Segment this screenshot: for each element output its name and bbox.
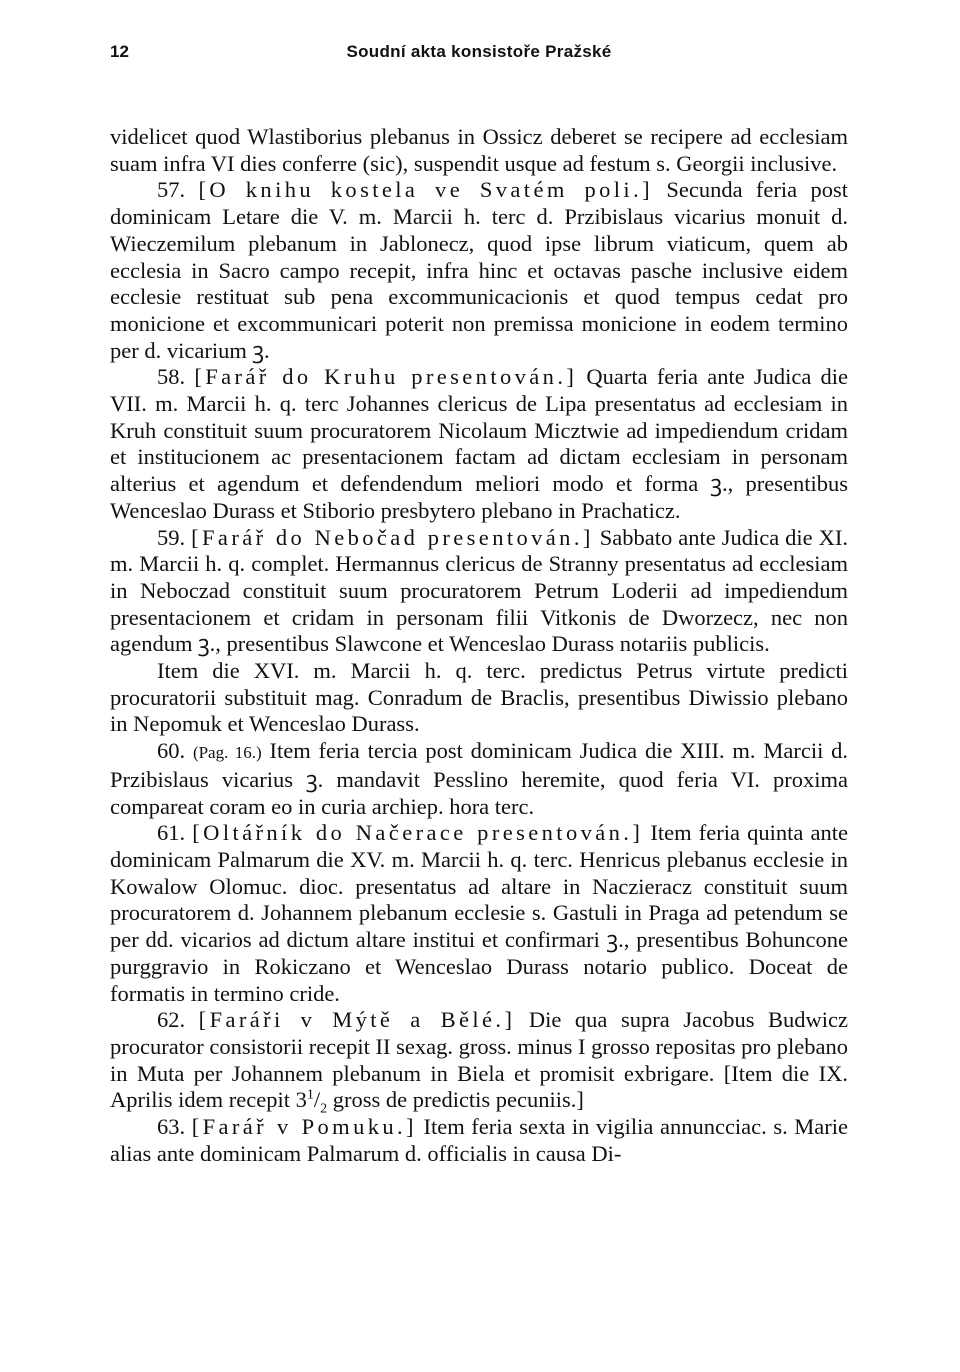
entry-number: 62. [157, 1007, 186, 1033]
entry-heading: [Farář do Nebočad presentován.] [191, 524, 594, 550]
entry-number: 58. [157, 364, 186, 390]
page-header [110, 32, 848, 62]
entry-61 [110, 820, 848, 1007]
page-reference: (Pag. 16.) [192, 743, 262, 763]
fraction-numerator: 1 [306, 1087, 314, 1103]
entry-number: 59. [157, 524, 186, 550]
entry-text: Item feria tercia post dominicam Judica die XIII. m. Marcii d. Przibislaus vicarius ꝫ. mandavit Pesslino heremite, quod feria VI. proxima compareat coram eo in curia archiep. hora terc. [110, 738, 849, 819]
entry-59 [110, 525, 848, 659]
entry-number: 63. [157, 1114, 186, 1140]
page-number: 12 [110, 42, 129, 61]
entry-number: 60. [157, 738, 186, 764]
entry-text: Item feria sexta in vigilia annuncciac. s. Marie alias ante dominicam Palmarum d. officialis in causa Di- [110, 1114, 849, 1166]
paragraph-continuation: videlicet quod Wlastiborius plebanus in Ossicz deberet se recipere ad ecclesiam suam infra VI dies conferre (sic), suspendit usque ad festum s. Georgii inclusive. [110, 124, 848, 176]
entry-text: Item feria quinta ante dominicam Palmarum die XV. m. Marcii h. q. terc. Henricus plebanus ecclesie in Kowalow Olomuc. dioc. presentatus ad altare in Naczieracz constituit suum procuratorem d. Johannem plebanum ecclesie s. Gastuli in Praga ad petendum se per dd. vicarios ad dictum altare institui et confirmari ꝫ., presentibus Bohuncone purggravio in Rokiczano et Wenceslao Durass notario publico. Doceat de formatis in termino cride. [110, 820, 848, 1006]
entry-text: Secunda feria post dominicam Letare die V. m. Marcii h. terc d. Przibislaus vicarius monuit d. Wieczemilum plebanum in Jablonecz, quod ipse librum viaticum, quem ab ecclesia in Sacro campo recepit, infra hinc et octavas pasche inclusive eidem ecclesie restituat sub pena excommunicacionis et quod tempus cedat pro monicione et excommunicari poterit non premissa monicione in eodem termino per d. vicarium ꝫ. [110, 177, 848, 363]
entry-heading: [Oltářník do Načerace presentován.] [192, 820, 644, 846]
paragraph-item: Item die XVI. m. Marcii h. q. terc. predictus Petrus virtute predicti procuratorii substituit mag. Conradum de Braclis, presentibus Diwissio plebano in Nepomuk et Wenceslao Durass. [110, 658, 848, 737]
entry-57 [110, 177, 848, 364]
entry-heading: [Farář do Kruhu presentován.] [194, 364, 578, 390]
entry-58 [110, 364, 848, 524]
fraction-denominator: 2 [320, 1101, 328, 1117]
running-title: Soudní akta konsistoře Pražské [346, 42, 612, 61]
document-body [110, 124, 848, 1167]
entry-number: 61. [157, 820, 186, 846]
entry-text: Quarta feria ante Judica die VII. m. Marcii h. q. terc Johannes clericus de Lipa presentatus ad ecclesiam in Kruh constituit suum procuratorem Nicolaum Micztwie ad impediendum cridam et institucionem ac presentacionem factam ad dictam ecclesiam in personam alterius et agendum et defendendum meliori modo et forma ꝫ., presentibus Wenceslao Durass et Stiborio presbytero plebano in Prachaticz. [110, 364, 849, 523]
entry-heading: [Farář v Pomuku.] [191, 1114, 417, 1140]
entry-heading: [Faráři v Mýtě a Bělé.] [198, 1007, 516, 1033]
entry-63 [110, 1114, 848, 1167]
entry-60 [110, 738, 848, 820]
entry-text: Sabbato ante Judica die XI. m. Marcii h. q. complet. Hermannus clericus de Stranny presentatus ad ecclesiam in Neboczad constituit suum procuratorem Petrum Loderii ad impediendum presentacionem et cridam in personam filii Vitkonis de Dworzecz, nec non agendum ꝫ., presentibus Slawcone et Wenceslao Durass notariis publicis. [110, 524, 849, 657]
entry-heading: [O knihu kostela ve Svatém poli.] [198, 177, 653, 203]
page [110, 32, 848, 1167]
entry-62: 62. [Faráři v Mýtě a Bělé.] Die qua supra Jacobus Budwicz procurator consistorii recepit II sexag. gross. minus I grosso repositas pro plebano in Muta per Johannem plebanum in Biela et promisit exbrigare. [Item die IX. Aprilis idem recepit $3^1/_2$ gross de predictis pecuniis.] [110, 1007, 848, 1117]
entry-number: 57. [157, 177, 186, 203]
entry-text: Die qua supra Jacobus Budwicz procurator consistorii recepit II sexag. gross. minus I grosso repositas pro plebano in Muta per Johannem plebanum in Biela et promisit exbrigare. [Item die IX. Aprilis idem recepit 3 [110, 1007, 848, 1113]
entry-text-after: gross de predictis pecuniis.] [327, 1087, 584, 1113]
